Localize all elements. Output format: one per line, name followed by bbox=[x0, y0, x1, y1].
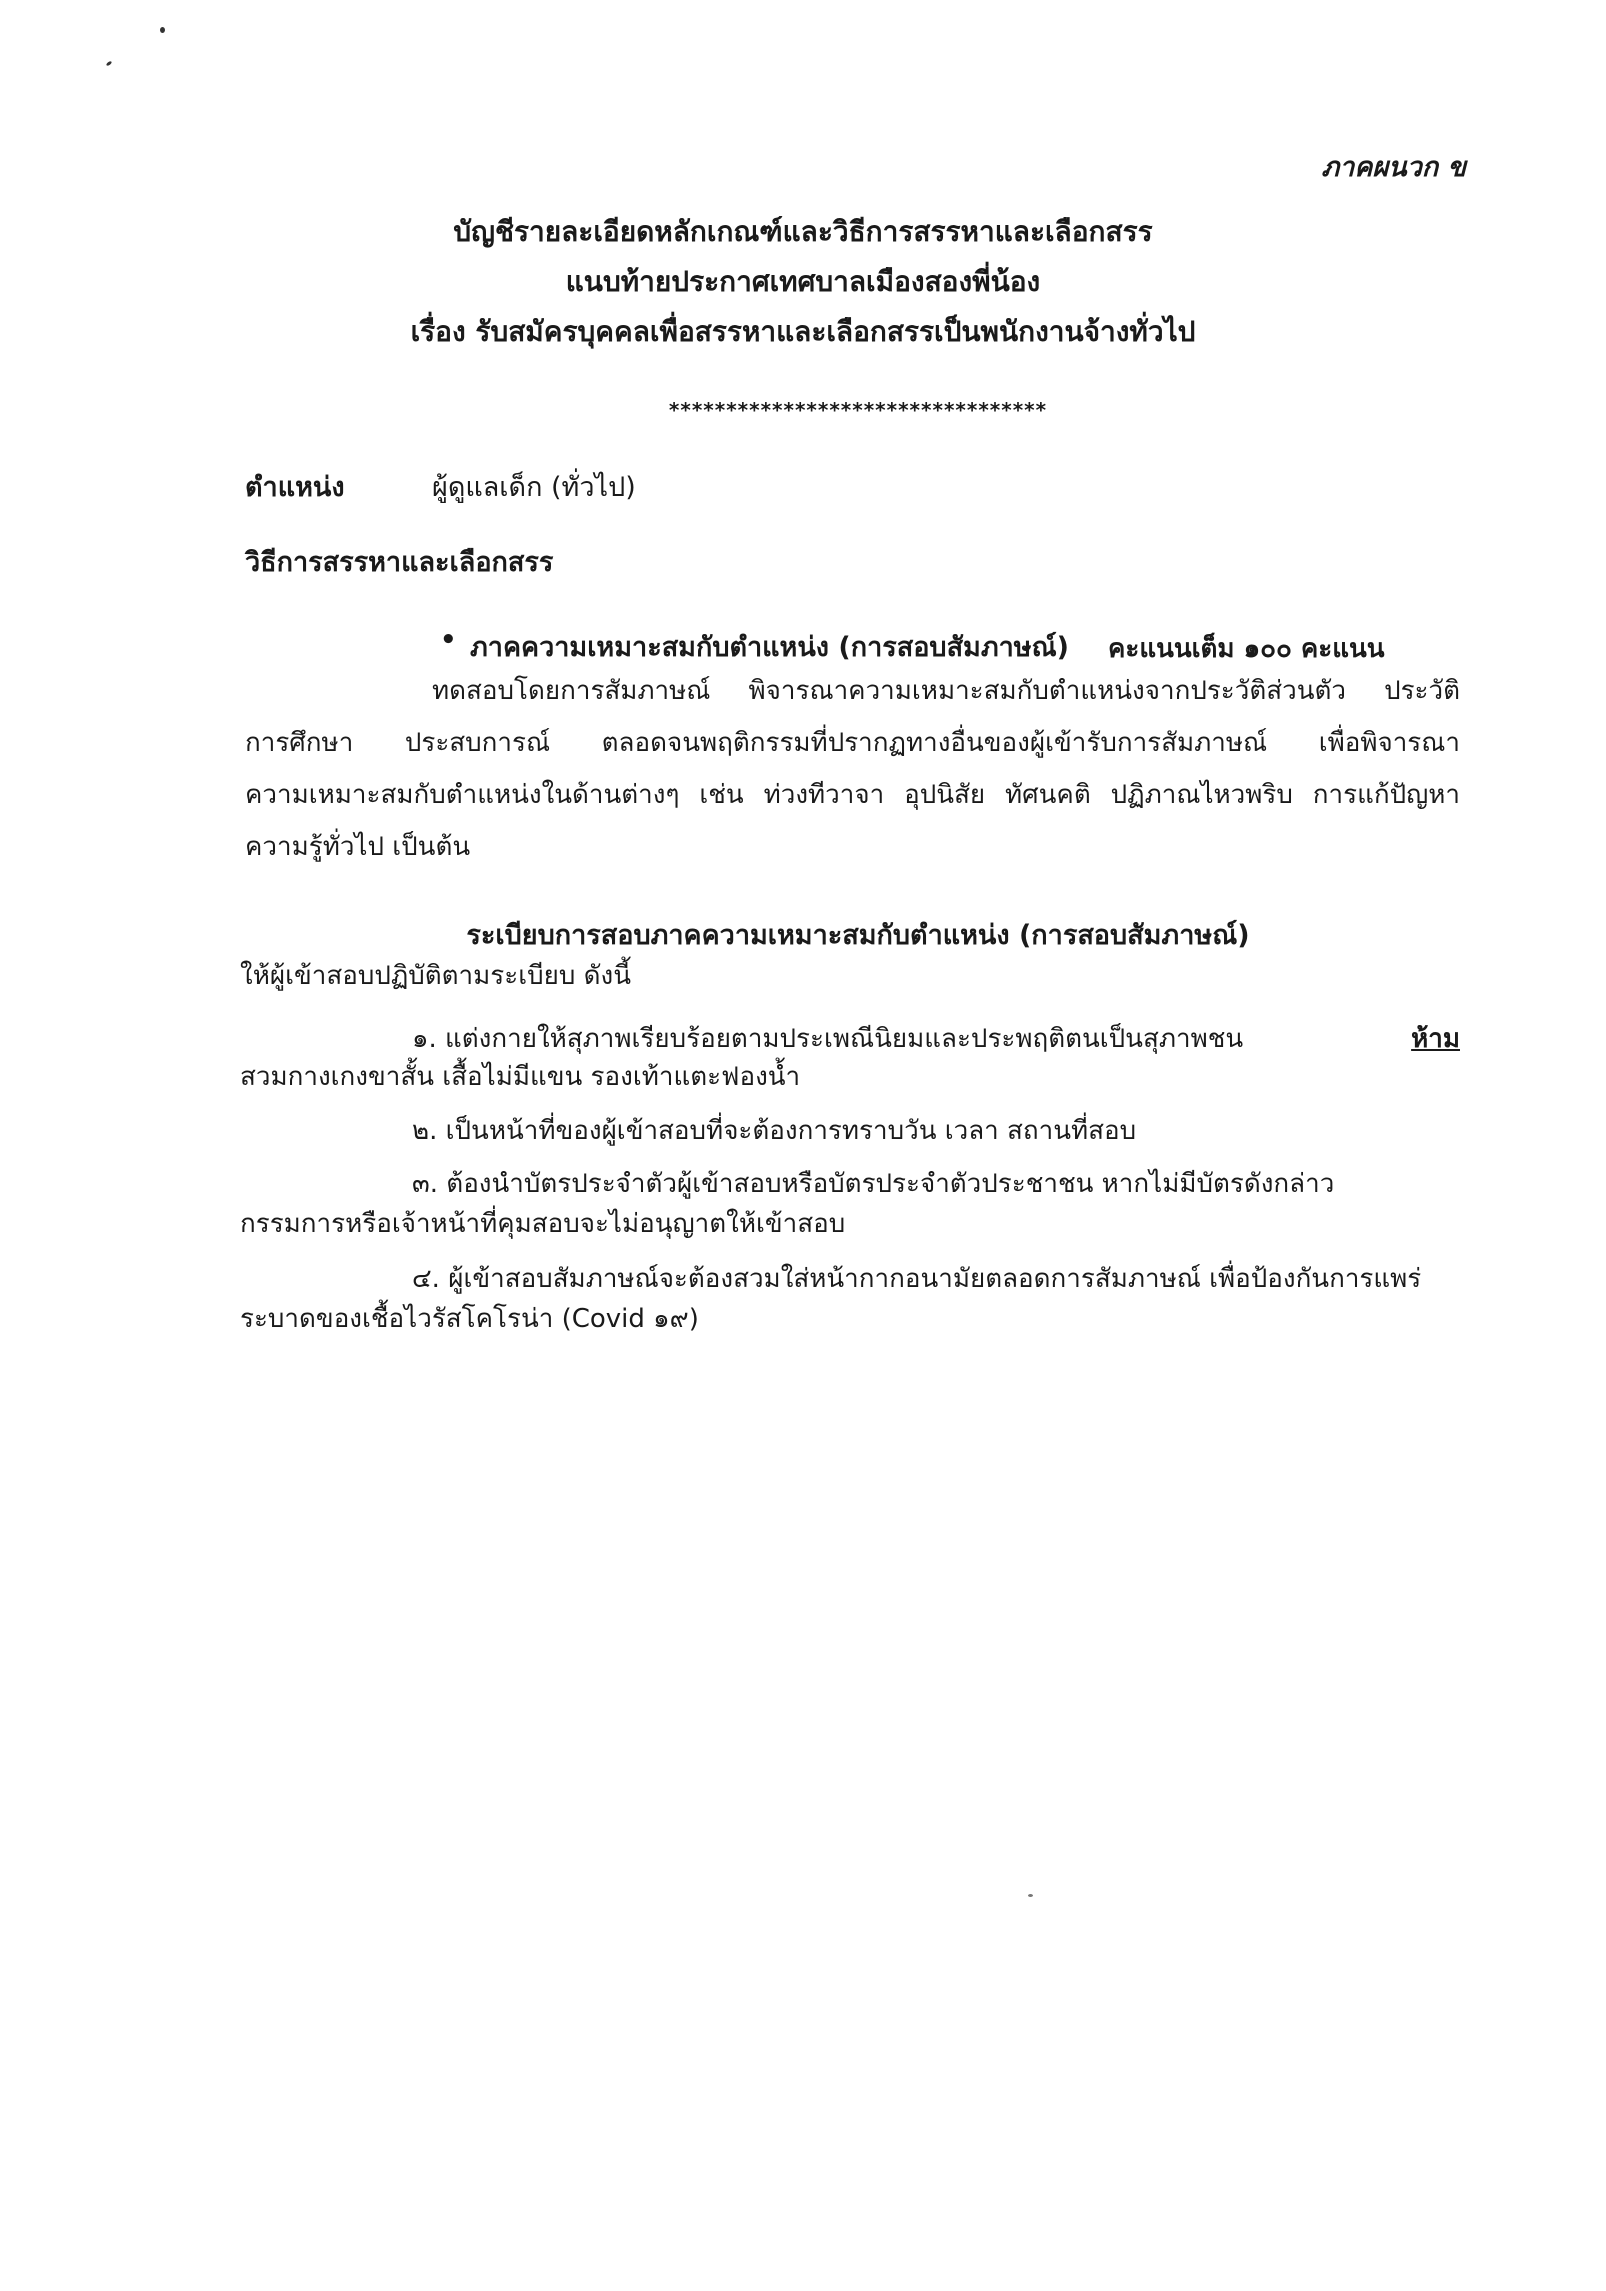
scan-speck-mark bbox=[1028, 1894, 1033, 1897]
rule-3-line-1: ๓. ต้องนำบัตรประจำตัวผู้เข้าสอบหรือบัตรประจำตัวประชาชน หากไม่มีบัตรดังกล่าว bbox=[412, 1169, 1335, 1199]
full-score-label: คะแนนเต็ม ๑๐๐ คะแนน bbox=[1108, 634, 1385, 664]
rules-intro: ให้ผู้เข้าสอบปฏิบัติตามระเบียบ ดังนี้ bbox=[240, 961, 631, 991]
description-line-4: ความรู้ทั่วไป เป็นต้น bbox=[245, 832, 471, 862]
rule-4-line-1: ๔. ผู้เข้าสอบสัมภาษณ์จะต้องสวมใส่หน้ากากอนามัยตลอดการสัมภาษณ์ เพื่อป้องกันการแพร่ bbox=[412, 1264, 1422, 1294]
document-title-line-2: แนบท้ายประกาศเทศบาลเมืองสองพี่น้อง bbox=[565, 265, 1041, 298]
description-line-3: ความเหมาะสมกับตำแหน่งในด้านต่างๆ เช่น ท่วงทีวาจา อุปนิสัย ทัศนคติ ปฏิภาณไหวพริบ การแก้ปัญหา bbox=[245, 780, 1460, 810]
separator-stars: ********************************* bbox=[668, 398, 1048, 422]
rules-title: ระเบียบการสอบภาคความเหมาะสมกับตำแหน่ง (การสอบสัมภาษณ์) bbox=[466, 920, 1250, 951]
scan-tick-mark bbox=[106, 61, 113, 67]
rule-4-line-2: ระบาดของเชื้อไวรัสโคโรน่า (Covid ๑๙) bbox=[240, 1304, 699, 1334]
rule-3-line-2: กรรมการหรือเจ้าหน้าที่คุมสอบจะไม่อนุญาตให้เข้าสอบ bbox=[240, 1209, 846, 1239]
position-label: ตำแหน่ง bbox=[245, 472, 345, 503]
rule-1-emphasis: ห้าม bbox=[1411, 1024, 1460, 1054]
position-value: ผู้ดูแลเด็ก (ทั่วไป) bbox=[432, 472, 636, 503]
rule-1-line-1 bbox=[412, 1018, 1460, 1059]
document-title-line-3: เรื่อง รับสมัครบุคคลเพื่อสรรหาและเลือกสรรเป็นพนักงานจ้างทั่วไป bbox=[410, 315, 1196, 348]
interview-section-title: ภาคความเหมาะสมกับตำแหน่ง (การสอบสัมภาษณ์) bbox=[470, 632, 1069, 663]
description-line-2: การศึกษา ประสบการณ์ ตลอดจนพฤติกรรมที่ปรากฏทางอื่นของผู้เข้ารับการสัมภาษณ์ เพื่อพิจารณา bbox=[245, 728, 1460, 758]
appendix-label: ภาคผนวก ข bbox=[1321, 152, 1466, 183]
document-title-line-1: บัญชีรายละเอียดหลักเกณฑ์และวิธีการสรรหาและเลือกสรร bbox=[453, 215, 1153, 248]
rule-1-line-2: สวมกางเกงขาสั้น เสื้อไม่มีแขน รองเท้าแตะฟองน้ำ bbox=[240, 1062, 801, 1092]
bullet-icon: • bbox=[440, 625, 457, 655]
rule-1-text: ๑. แต่งกายให้สุภาพเรียบร้อยตามประเพณีนิยมและประพฤติตนเป็นสุภาพชน bbox=[412, 1024, 1244, 1054]
rule-2-line-1: ๒. เป็นหน้าที่ของผู้เข้าสอบที่จะต้องการทราบวัน เวลา สถานที่สอบ bbox=[412, 1116, 1137, 1146]
description-line-1: ทดสอบโดยการสัมภาษณ์ พิจารณาความเหมาะสมกับตำแหน่งจากประวัติส่วนตัว ประวัติ bbox=[432, 676, 1460, 706]
method-heading: วิธีการสรรหาและเลือกสรร bbox=[245, 547, 554, 578]
scan-dot-mark bbox=[160, 27, 165, 33]
